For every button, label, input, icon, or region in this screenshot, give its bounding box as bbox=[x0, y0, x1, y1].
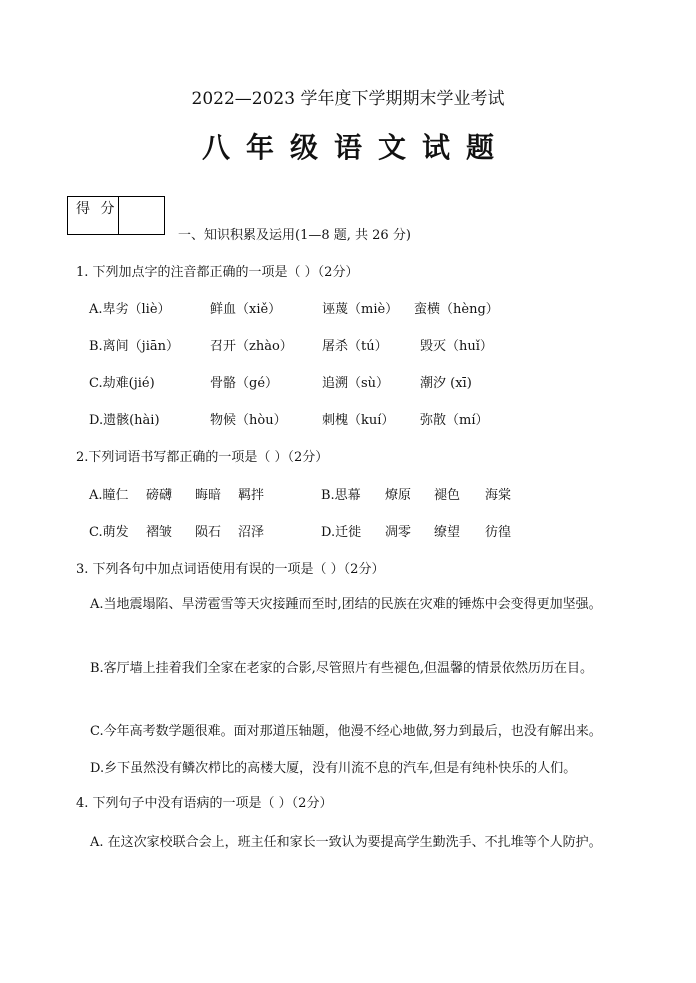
question-1-stem: 1. 下列加点字的注音都正确的一项是（ ）（2分） bbox=[76, 265, 359, 280]
score-box-divider bbox=[118, 197, 119, 234]
section-1-title: 一、知识积累及运用(1—8 题, 共 26 分) bbox=[178, 228, 411, 243]
q4-option-a: A. 在这次家校联合会上，班主任和家长一致认为要提高学生勤洗手、不扎堆等个人防护。 bbox=[90, 835, 602, 850]
q1-option-b-word: 屠杀（tú） bbox=[322, 339, 388, 354]
q2-option-c-word: 褶皱 bbox=[146, 525, 173, 540]
q1-option-a-word: 鲜血（xiě） bbox=[210, 302, 282, 317]
q3-option-d: D.乡下虽然没有鳞次栉比的高楼大厦，没有川流不息的汽车,但是有纯朴快乐的人们。 bbox=[90, 761, 577, 776]
score-label: 得 分 bbox=[76, 201, 118, 217]
q2-option-a-word: 羁拌 bbox=[238, 488, 265, 503]
q1-option-c-word: 骨骼（gé） bbox=[210, 376, 279, 391]
q2-option-d-word: 凋零 bbox=[385, 525, 412, 540]
q1-option-c: C.劫难(jié) bbox=[89, 376, 155, 391]
q1-option-a-word: 诬蔑（miè） bbox=[322, 302, 399, 317]
q1-option-a-word: 蛮横（hèng） bbox=[414, 302, 499, 317]
exam-subtitle: 八年级语文试题 bbox=[201, 131, 510, 164]
q1-option-d-word: 弥散（mí） bbox=[420, 413, 489, 428]
q3-option-a: A.当地震塌陷、旱涝雹雪等天灾接踵而至时,团结的民族在灾难的锤炼中会变得更加坚强。 bbox=[90, 597, 602, 612]
score-box bbox=[67, 196, 165, 235]
q1-option-c-word: 潮汐 (xī) bbox=[420, 376, 472, 391]
question-3-stem: 3. 下列各句中加点词语使用有误的一项是（ ）（2分） bbox=[76, 562, 385, 577]
q2-option-a-word: 晦暗 bbox=[195, 488, 222, 503]
q1-option-b: B.离间（jiān） bbox=[89, 339, 179, 354]
exam-title: 2022—2023 学年度下学期期末学业考试 bbox=[191, 89, 505, 109]
q2-option-a-word: 磅礴 bbox=[146, 488, 173, 503]
q1-option-a: A.卑劣（liè） bbox=[89, 302, 171, 317]
q1-option-d-word: 刺槐（kuí） bbox=[322, 413, 395, 428]
q2-option-b-word: 海棠 bbox=[485, 488, 512, 503]
q2-option-b-word: 褪色 bbox=[434, 488, 461, 503]
q1-option-b-word: 召开（zhào） bbox=[210, 339, 293, 354]
q2-option-c-word: 沼泽 bbox=[238, 525, 265, 540]
q2-option-b-word: 燎原 bbox=[385, 488, 412, 503]
q2-option-d-word: 彷徨 bbox=[485, 525, 512, 540]
question-2-stem: 2.下列词语书写都正确的一项是（ ）（2分） bbox=[76, 450, 329, 465]
question-4-stem: 4. 下列句子中没有语病的一项是（ ）（2分） bbox=[76, 796, 333, 811]
q1-option-b-word: 毁灭（huǐ） bbox=[420, 339, 493, 354]
q2-option-a: A.瞳仁 bbox=[89, 488, 129, 503]
q2-option-b: B.思幕 bbox=[321, 488, 361, 503]
q1-option-c-word: 追溯（sù） bbox=[322, 376, 390, 391]
q1-option-d: D.遗骸(hài) bbox=[89, 413, 160, 428]
q3-option-b: B.客厅墙上挂着我们全家在老家的合影,尽管照片有些褪色,但温馨的情景依然历历在目。 bbox=[90, 661, 593, 676]
q2-option-c-word: 陨石 bbox=[195, 525, 222, 540]
q3-option-c: C.今年高考数学题很难。面对那道压轴题，他漫不经心地做,努力到最后，也没有解出来。 bbox=[90, 724, 602, 739]
q1-option-d-word: 物候（hòu） bbox=[210, 413, 287, 428]
q2-option-d-word: 缭望 bbox=[434, 525, 461, 540]
q2-option-d: D.迁徙 bbox=[321, 525, 362, 540]
q2-option-c: C.萌发 bbox=[89, 525, 129, 540]
